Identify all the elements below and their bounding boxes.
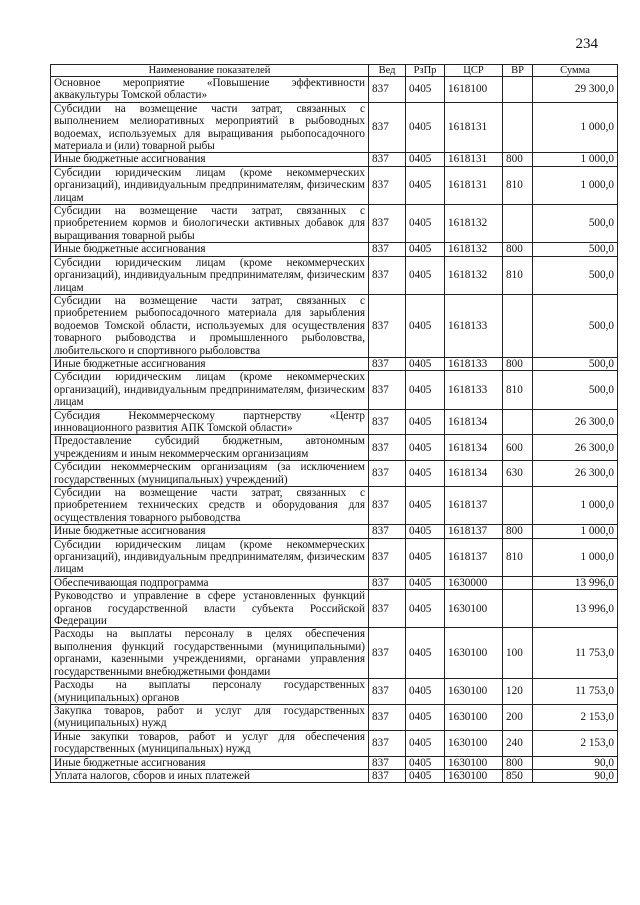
row-sum: 1 000,0 [533, 153, 618, 166]
row-vr: 600 [503, 435, 533, 461]
table-row [51, 205, 618, 243]
row-rzpr: 0405 [406, 576, 445, 589]
row-name: Субсидии некоммерческим организациям (за исключением государственных (муниципальных) учреждений) [51, 461, 369, 487]
row-vr: 810 [503, 166, 533, 204]
row-sum: 26 300,0 [533, 409, 618, 435]
row-vr [503, 590, 533, 628]
row-name: Иные бюджетные ассигнования [51, 153, 369, 166]
row-name: Иные бюджетные ассигнования [51, 243, 369, 256]
row-csr: 1630100 [445, 730, 503, 756]
row-ved: 837 [369, 77, 406, 103]
row-sum: 26 300,0 [533, 461, 618, 487]
row-vr [503, 409, 533, 435]
table-row [51, 243, 618, 256]
row-ved: 837 [369, 628, 406, 679]
row-rzpr: 0405 [406, 525, 445, 538]
row-rzpr: 0405 [406, 679, 445, 705]
row-ved: 837 [369, 756, 406, 769]
row-vr: 810 [503, 538, 533, 576]
row-rzpr: 0405 [406, 538, 445, 576]
row-name: Субсидии на возмещение части затрат, связанных с приобретением технических средств и оборудования для осуществления товарного рыбоводства [51, 487, 369, 525]
row-vr: 630 [503, 461, 533, 487]
row-ved: 837 [369, 730, 406, 756]
row-vr: 800 [503, 525, 533, 538]
row-ved: 837 [369, 487, 406, 525]
header-name: Наименование показателей [51, 65, 369, 77]
row-csr: 1618133 [445, 357, 503, 370]
row-rzpr: 0405 [406, 357, 445, 370]
row-csr: 1618134 [445, 409, 503, 435]
table-row [51, 409, 618, 435]
row-vr [503, 576, 533, 589]
row-name: Субсидии на возмещение части затрат, связанных с приобретением рыбопосадочного материала для зарыбления водоемов Томской области, используемых для осуществления товарного рыбоводства и промышленного рыболовства, любительского и спортивного рыболовства [51, 294, 369, 357]
table-row [51, 525, 618, 538]
row-ved: 837 [369, 153, 406, 166]
row-sum: 500,0 [533, 256, 618, 294]
row-sum: 90,0 [533, 769, 618, 782]
row-name: Иные закупки товаров, работ и услуг для обеспечения государственных (муниципальных) нужд [51, 730, 369, 756]
row-csr: 1618134 [445, 461, 503, 487]
row-rzpr: 0405 [406, 371, 445, 409]
row-sum: 1 000,0 [533, 525, 618, 538]
row-name: Руководство и управление в сфере установленных функций органов государственной власти субъекта Российской Федерации [51, 590, 369, 628]
row-vr: 240 [503, 730, 533, 756]
header-rzpr: РзПр [406, 65, 445, 77]
table-row [51, 756, 618, 769]
table-row [51, 730, 618, 756]
table-row [51, 628, 618, 679]
table-row [51, 704, 618, 730]
row-ved: 837 [369, 538, 406, 576]
row-csr: 1630100 [445, 590, 503, 628]
row-ved: 837 [369, 576, 406, 589]
row-csr: 1618131 [445, 153, 503, 166]
row-sum: 1 000,0 [533, 538, 618, 576]
row-rzpr: 0405 [406, 730, 445, 756]
row-vr: 800 [503, 756, 533, 769]
row-ved: 837 [369, 704, 406, 730]
budget-table [50, 64, 618, 783]
table-row [51, 576, 618, 589]
table-body [51, 77, 618, 783]
row-sum: 500,0 [533, 243, 618, 256]
table-row [51, 371, 618, 409]
row-csr: 1630100 [445, 679, 503, 705]
row-csr: 1618132 [445, 205, 503, 243]
row-vr: 800 [503, 243, 533, 256]
row-sum: 500,0 [533, 371, 618, 409]
row-rzpr: 0405 [406, 756, 445, 769]
row-csr: 1618134 [445, 435, 503, 461]
row-ved: 837 [369, 371, 406, 409]
row-csr: 1618137 [445, 538, 503, 576]
row-rzpr: 0405 [406, 256, 445, 294]
table-header [51, 65, 618, 77]
row-csr: 1618131 [445, 166, 503, 204]
table-row [51, 166, 618, 204]
row-name: Предоставление субсидий бюджетным, автономным учреждениям и иным некоммерческим организациям [51, 435, 369, 461]
row-rzpr: 0405 [406, 704, 445, 730]
row-ved: 837 [369, 679, 406, 705]
row-rzpr: 0405 [406, 487, 445, 525]
header-vr: ВР [503, 65, 533, 77]
row-name: Основное мероприятие «Повышение эффективности аквакультуры Томской области» [51, 77, 369, 103]
row-csr: 1618132 [445, 243, 503, 256]
row-rzpr: 0405 [406, 409, 445, 435]
table-row [51, 153, 618, 166]
row-vr [503, 77, 533, 103]
row-vr [503, 205, 533, 243]
row-sum: 13 996,0 [533, 590, 618, 628]
row-name: Субсидии юридическим лицам (кроме некоммерческих организаций), индивидуальным предпринимателям, физическим лицам [51, 371, 369, 409]
row-rzpr: 0405 [406, 166, 445, 204]
row-csr: 1630100 [445, 704, 503, 730]
row-csr: 1630100 [445, 756, 503, 769]
row-csr: 1630000 [445, 576, 503, 589]
row-vr [503, 487, 533, 525]
row-sum: 500,0 [533, 294, 618, 357]
row-vr: 120 [503, 679, 533, 705]
row-ved: 837 [369, 166, 406, 204]
row-sum: 500,0 [533, 357, 618, 370]
row-csr: 1618100 [445, 77, 503, 103]
row-name: Закупка товаров, работ и услуг для государственных (муниципальных) нужд [51, 704, 369, 730]
page-number: 234 [575, 36, 598, 52]
row-rzpr: 0405 [406, 153, 445, 166]
row-csr: 1630100 [445, 769, 503, 782]
row-ved: 837 [369, 256, 406, 294]
row-sum: 1 000,0 [533, 166, 618, 204]
row-sum: 90,0 [533, 756, 618, 769]
row-sum: 1 000,0 [533, 102, 618, 153]
row-vr: 100 [503, 628, 533, 679]
header-ved: Вед [369, 65, 406, 77]
row-ved: 837 [369, 102, 406, 153]
row-csr: 1618133 [445, 294, 503, 357]
row-sum: 2 153,0 [533, 730, 618, 756]
row-rzpr: 0405 [406, 294, 445, 357]
row-rzpr: 0405 [406, 769, 445, 782]
row-rzpr: 0405 [406, 461, 445, 487]
header-csr: ЦСР [445, 65, 503, 77]
table-row [51, 679, 618, 705]
row-name: Иные бюджетные ассигнования [51, 525, 369, 538]
header-sum: Сумма [533, 65, 618, 77]
row-rzpr: 0405 [406, 205, 445, 243]
row-vr: 850 [503, 769, 533, 782]
row-name: Расходы на выплаты персоналу в целях обеспечения выполнения функций государственными (муниципальными) органами, казенными учреждениями, органами управления государственными внебюджетными фондами [51, 628, 369, 679]
row-name: Субсидии юридическим лицам (кроме некоммерческих организаций), индивидуальным предпринимателям, физическим лицам [51, 538, 369, 576]
row-csr: 1618132 [445, 256, 503, 294]
row-name: Иные бюджетные ассигнования [51, 357, 369, 370]
row-name: Субсидия Некоммерческому партнерству «Центр инновационного развития АПК Томской области» [51, 409, 369, 435]
row-vr: 810 [503, 371, 533, 409]
table-row [51, 357, 618, 370]
row-sum: 13 996,0 [533, 576, 618, 589]
row-rzpr: 0405 [406, 590, 445, 628]
row-ved: 837 [369, 590, 406, 628]
table-row [51, 435, 618, 461]
row-csr: 1618137 [445, 525, 503, 538]
row-rzpr: 0405 [406, 628, 445, 679]
row-name: Уплата налогов, сборов и иных платежей [51, 769, 369, 782]
row-name: Расходы на выплаты персоналу государственных (муниципальных) органов [51, 679, 369, 705]
row-ved: 837 [369, 435, 406, 461]
table-row [51, 590, 618, 628]
row-csr: 1630100 [445, 628, 503, 679]
table-row [51, 769, 618, 782]
header-row [51, 65, 618, 77]
row-sum: 26 300,0 [533, 435, 618, 461]
table-row [51, 256, 618, 294]
row-vr [503, 294, 533, 357]
row-ved: 837 [369, 357, 406, 370]
row-vr: 800 [503, 153, 533, 166]
table-row [51, 461, 618, 487]
row-sum: 1 000,0 [533, 487, 618, 525]
row-ved: 837 [369, 769, 406, 782]
row-name: Субсидии на возмещение части затрат, связанных с приобретением кормов и биологически активных добавок для выращивания товарной рыбы [51, 205, 369, 243]
table-row [51, 294, 618, 357]
row-sum: 11 753,0 [533, 679, 618, 705]
row-sum: 2 153,0 [533, 704, 618, 730]
row-csr: 1618137 [445, 487, 503, 525]
row-vr [503, 102, 533, 153]
row-name: Иные бюджетные ассигнования [51, 756, 369, 769]
row-rzpr: 0405 [406, 102, 445, 153]
table-row [51, 538, 618, 576]
row-name: Субсидии юридическим лицам (кроме некоммерческих организаций), индивидуальным предпринимателям, физическим лицам [51, 256, 369, 294]
row-rzpr: 0405 [406, 435, 445, 461]
table-row [51, 487, 618, 525]
row-name: Субсидии на возмещение части затрат, связанных с выполнением мелиоративных мероприятий в рыбоводных водоемах, используемых для выращивания рыбопосадочного материала и (или) товарной рыбы [51, 102, 369, 153]
row-csr: 1618133 [445, 371, 503, 409]
row-sum: 11 753,0 [533, 628, 618, 679]
row-csr: 1618131 [445, 102, 503, 153]
row-rzpr: 0405 [406, 77, 445, 103]
row-ved: 837 [369, 409, 406, 435]
row-rzpr: 0405 [406, 243, 445, 256]
row-sum: 29 300,0 [533, 77, 618, 103]
row-ved: 837 [369, 243, 406, 256]
row-ved: 837 [369, 461, 406, 487]
table-row [51, 77, 618, 103]
row-name: Субсидии юридическим лицам (кроме некоммерческих организаций), индивидуальным предпринимателям, физическим лицам [51, 166, 369, 204]
row-ved: 837 [369, 525, 406, 538]
row-vr: 800 [503, 357, 533, 370]
row-vr: 810 [503, 256, 533, 294]
row-ved: 837 [369, 294, 406, 357]
row-name: Обеспечивающая подпрограмма [51, 576, 369, 589]
row-sum: 500,0 [533, 205, 618, 243]
row-vr: 200 [503, 704, 533, 730]
table-row [51, 102, 618, 153]
row-ved: 837 [369, 205, 406, 243]
